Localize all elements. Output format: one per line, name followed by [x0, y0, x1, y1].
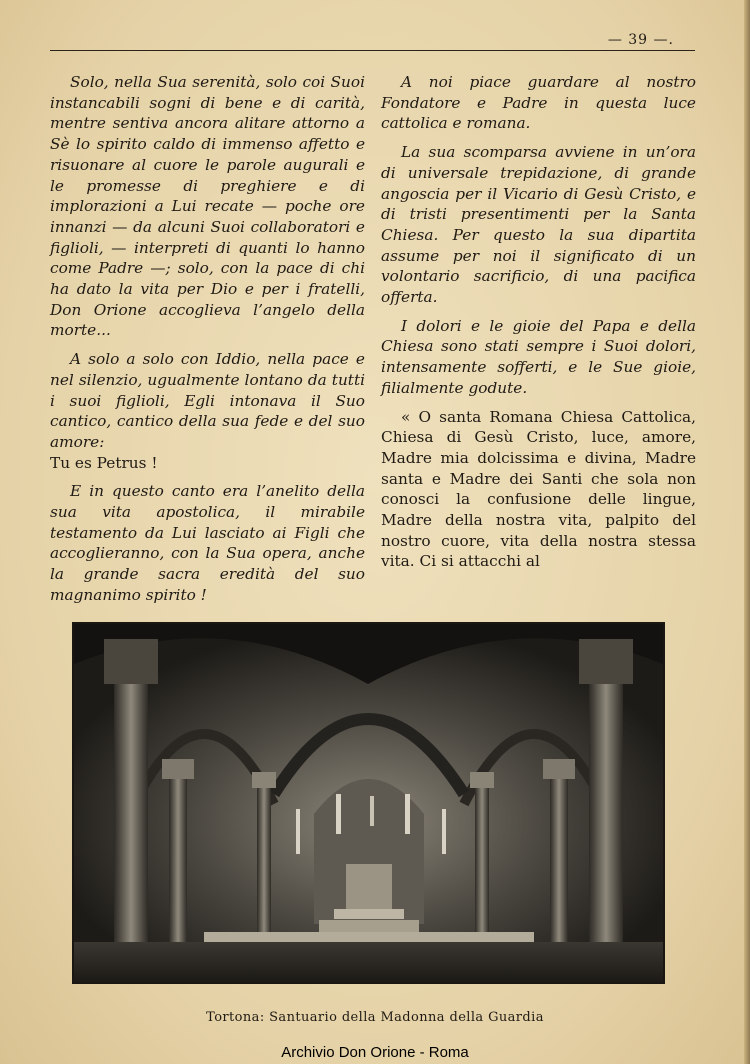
- left-paragraph-1: Solo, nella Sua serenità, solo coi Suoi instancabili sogni di bene e di carità, mentre sentiva ancora alitare attorno a Sè lo spirito caldo di immenso affetto e risuonare al cuore le parole augurali e le promesse di preghiere e di implorazioni a Lui recate — poche ore innanzi — da alcuni Suoi collaboratori e figlioli, — interpreti di quanti lo hanno come Padre —; solo, con la pace di chi ha dato la vita per Dio e per i fratelli, Don Orione accoglieva l’angelo della morte...: [50, 73, 365, 340]
- page-edge: [744, 0, 750, 1064]
- header-rule: [50, 50, 695, 51]
- archive-footer: Archivio Don Orione - Roma: [281, 1044, 469, 1061]
- right-paragraph-2: La sua scomparsa avviene in un’ora di universale trepidazione, di grande angoscia per il Vicario di Gesù Cristo, e di tristi presentimenti per la Santa Chiesa. Per questo la sua dipartita assume per noi il significato di un volontario sacrificio, di una pacifica offerta.: [381, 143, 696, 307]
- left-column: [50, 72, 365, 614]
- right-column: [381, 72, 696, 580]
- page-number: — 39 —.: [607, 32, 674, 48]
- left-paragraph-3: Tu es Petrus !: [50, 453, 158, 472]
- left-paragraph-4: E in questo canto era l’anelito della sua vita apostolica, il mirabile testamento da Lui lasciato ai Figli che accoglieranno, con la Sua opera, anche la grande sacra eredità del suo magnanimo spirito !: [50, 482, 365, 604]
- church-interior-photo: [72, 622, 665, 984]
- right-paragraph-4: « O santa Romana Chiesa Cattolica, Chiesa di Gesù Cristo, luce, amore, Madre mia dolcissima e divina, Madre santa e Madre dei Santi che sola non conosci la confusione delle lingue, Madre della nostra vita, palpito del nostro cuore, vita della nostra stessa vita. Ci si attacchi al: [381, 407, 696, 571]
- photo-caption: Tortona: Santuario della Madonna della Guardia: [206, 1010, 544, 1025]
- left-paragraph-2: A solo a solo con Iddio, nella pace e nel silenzio, ugualmente lontano da tutti i suoi figlioli, Egli intonava il Suo cantico, cantico della sua fede e del suo amore:: [50, 350, 365, 451]
- right-paragraph-1: A noi piace guardare al nostro Fondatore e Padre in questa luce cattolica e romana.: [381, 73, 696, 133]
- right-paragraph-3: I dolori e le gioie del Papa e della Chiesa sono stati sempre i Suoi dolori, intensamente sofferti, e le Sue gioie, filialmente godute.: [381, 316, 696, 397]
- church-interior-illustration: [74, 624, 663, 982]
